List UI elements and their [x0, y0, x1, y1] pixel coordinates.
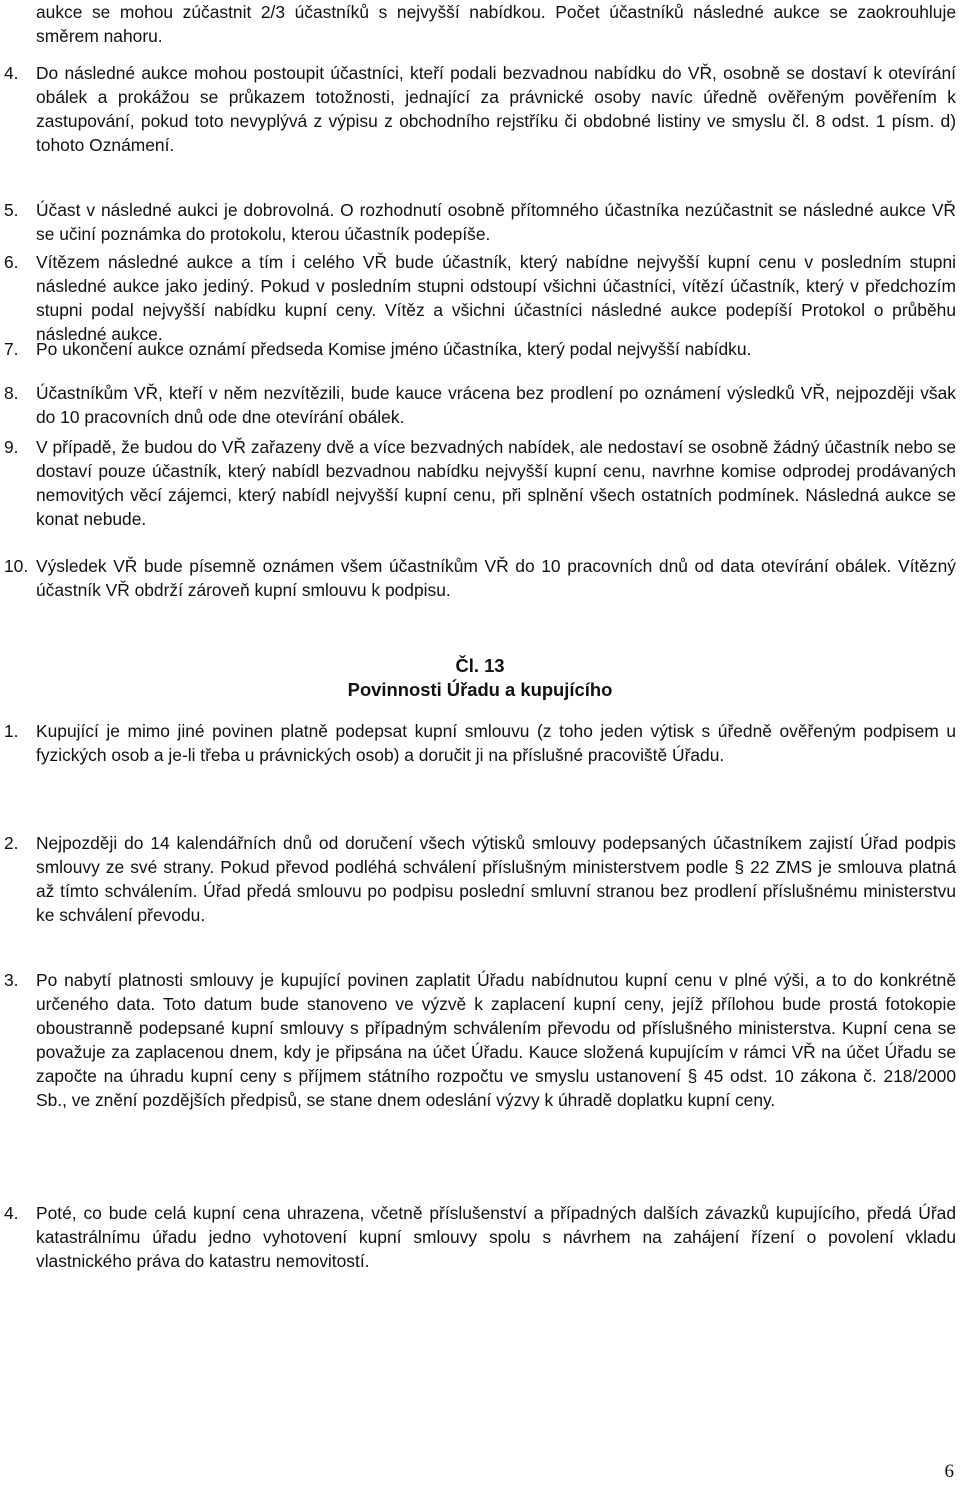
clause-text: Výsledek VŘ bude písemně oznámen všem účastníkům VŘ do 10 pracovních dnů od data otevírání obálek. Vítězný účastník VŘ obdrží zároveň kupní smlouvu k podpisu.	[36, 556, 956, 600]
clause-text: Účastníkům VŘ, kteří v něm nezvítězili, bude kauce vrácena bez prodlení po oznámení výsledků VŘ, nejpozději však do 10 pracovních dnů ode dne otevírání obálek.	[36, 383, 956, 427]
article-number: Čl. 13	[455, 655, 505, 676]
clause-text: Poté, co bude celá kupní cena uhrazena, včetně příslušenství a případných dalších závazků kupujícího, předá Úřad katastrálnímu úřadu jedno vyhotovení kupní smlouvy spolu s návrhem na zahájení řízení o povolení vkladu vlastnického práva do katastru nemovitostí.	[36, 1203, 956, 1271]
clause-number: 7.	[4, 339, 19, 359]
clause-number: 6.	[4, 252, 19, 272]
page-number: 6	[944, 1461, 954, 1482]
intro-paragraph: aukce se mohou zúčastnit 2/3 účastníků s nejvyšší nabídkou. Počet účastníků následné aukce se zaokrouhluje směrem nahoru.	[36, 2, 956, 46]
clause-text: Nejpozději do 14 kalendářních dnů od doručení všech výtisků smlouvy podepsaných účastníkem zajistí Úřad podpis smlouvy ze své strany. Pokud převod podléhá schválení příslušným ministerstvem podle § 22 ZMS je smlouva platná až tímto schválením. Úřad předá smlouvu po podpisu poslední smluvní stranou bez prodlení příslušnému ministerstvu ke schválení převodu.	[36, 833, 956, 925]
clause-number: 1.	[4, 721, 19, 741]
clause-number: 4.	[4, 63, 19, 83]
clause-number: 2.	[4, 833, 19, 853]
clause-number: 8.	[4, 383, 19, 403]
clause-text: Do následné aukce mohou postoupit účastníci, kteří podali bezvadnou nabídku do VŘ, osobně se dostaví k otevírání obálek a prokážou se průkazem totožnosti, jednající za právnické osoby navíc úředně ověřeným pověřením k zastupování, pokud toto nevyplývá z výpisu z obchodního rejstříku či obdobné listiny ve smyslu čl. 8 odst. 1 písm. d) tohoto Oznámení.	[36, 63, 956, 155]
clause-number: 5.	[4, 200, 19, 220]
clause-text: Vítězem následné aukce a tím i celého VŘ bude účastník, který nabídne nejvyšší kupní cenu v posledním stupni následné aukce jako jediný. Pokud v posledním stupni odstoupí všichni účastníci, vítězí účastník, který v předchozím stupni podal nejvyšší nabídku kupní ceny. Vítěz a všichni účastníci následné aukce podepíší Protokol o průběhu následné aukce.	[36, 252, 956, 344]
clause-text: Po nabytí platnosti smlouvy je kupující povinen zaplatit Úřadu nabídnutou kupní cenu v plné výši, a to do konkrétně určeného data. Toto datum bude stanoveno ve výzvě k zaplacení kupní ceny, jejíž přílohou bude prostá fotokopie oboustranně podepsané kupní smlouvy s případným schválením převodu od příslušného ministerstva. Kupní cena se považuje za zaplacenou dnem, kdy je připsána na účet Úřadu. Kauce složená kupujícím v rámci VŘ na účet Úřadu se započte na úhradu kupní ceny s příjmem státního rozpočtu ve smyslu ustanovení § 45 odst. 10 zákona č. 218/2000 Sb., ve znění pozdějších předpisů, se stane dnem odeslání výzvy k úhradě doplatku kupní ceny.	[36, 970, 956, 1110]
clause-text: Kupující je mimo jiné povinen platně podepsat kupní smlouvu (z toho jeden výtisk s úředně ověřeným podpisem u fyzických osob a je-li třeba u právnických osob) a doručit ji na příslušné pracoviště Úřadu.	[36, 721, 956, 765]
clause-number: 3.	[4, 970, 19, 990]
article-title: Povinnosti Úřadu a kupujícího	[347, 679, 613, 700]
clause-text: Účast v následné aukci je dobrovolná. O rozhodnutí osobně přítomného účastníka nezúčastnit se následné aukce VŘ se učiní poznámka do protokolu, kterou účastník podepíše.	[36, 200, 956, 244]
clause-text: V případě, že budou do VŘ zařazeny dvě a více bezvadných nabídek, ale nedostaví se osobně žádný účastník nebo se dostaví pouze účastník, který nabídl bezvadnou nabídku nejvyšší kupní cenu, navrhne komise odprodej prodávaných nemovitých věcí zájemci, který nabídl nejvyšší kupní cenu, při splnění všech ostatních podmínek. Následná aukce se konat nebude.	[36, 437, 956, 529]
clause-number: 4.	[4, 1203, 19, 1223]
clause-number: 9.	[4, 437, 19, 457]
clause-text: Po ukončení aukce oznámí předseda Komise jméno účastníka, který podal nejvyšší nabídku.	[36, 339, 752, 359]
clause-number: 10.	[4, 556, 29, 576]
